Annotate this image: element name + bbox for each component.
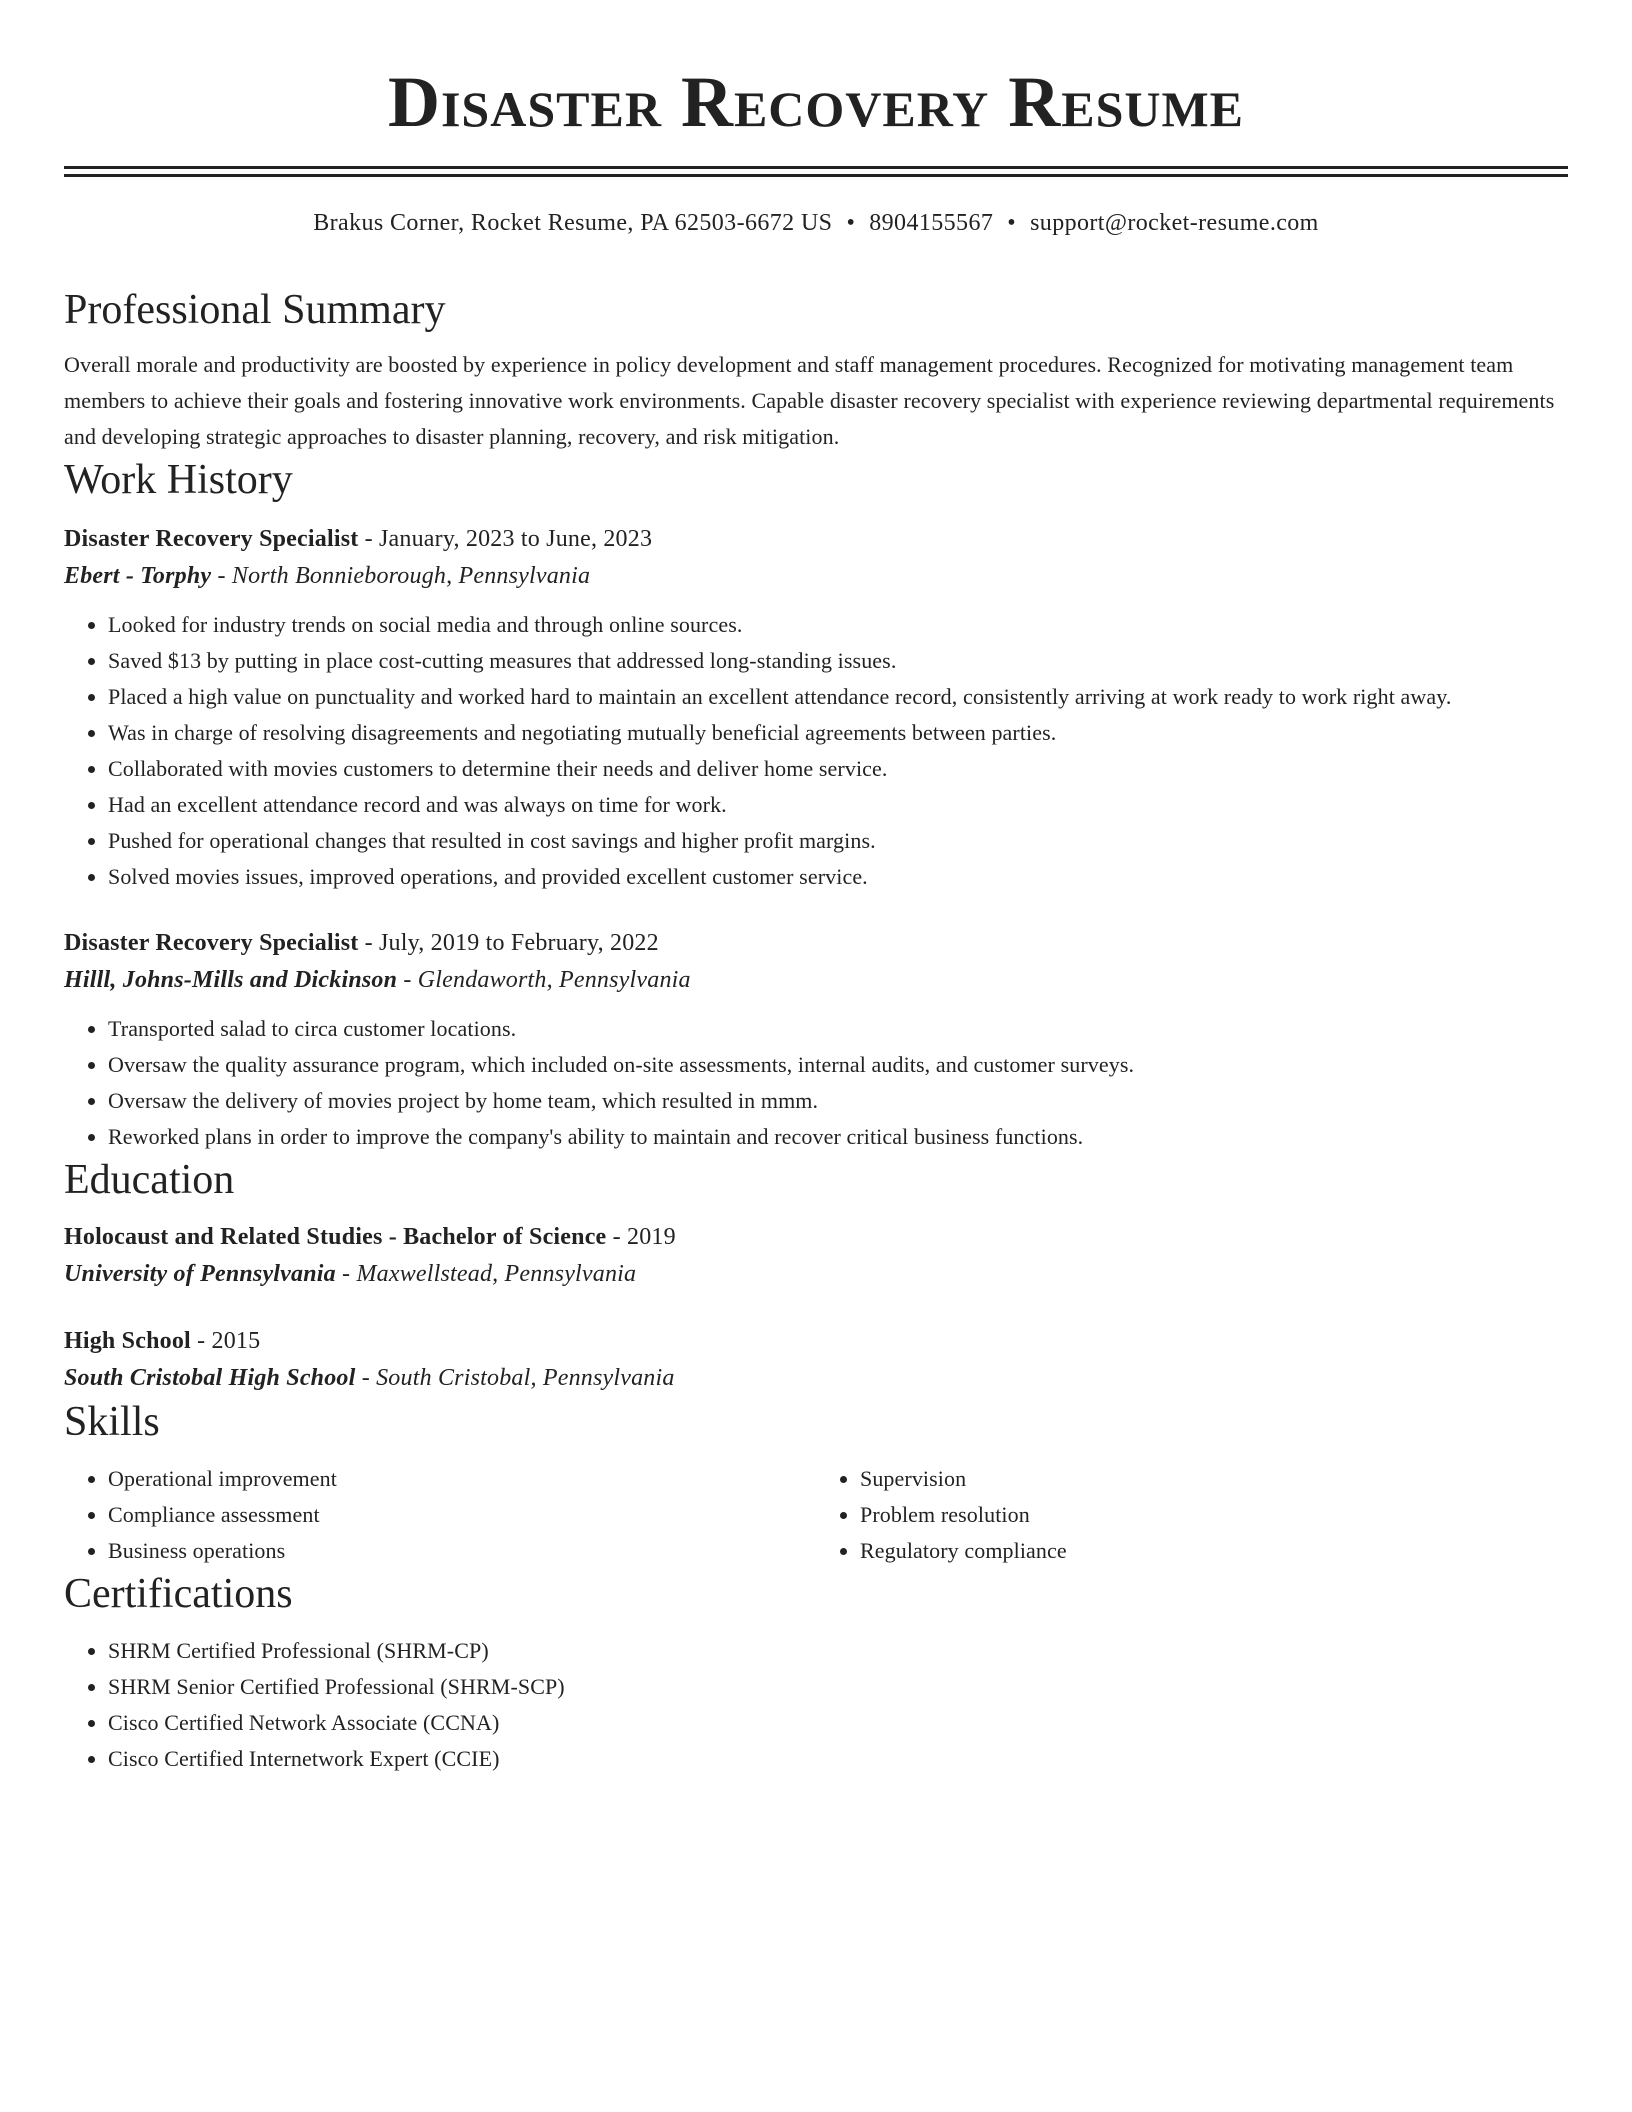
skill-item: • Problem resolution (860, 1497, 1568, 1533)
employer-location: - North Bonnieborough, Pennsylvania (211, 563, 591, 589)
job-bullet: • Oversaw the quality assurance program, which included on-site assessments, internal audits, and customer surveys. (108, 1047, 1568, 1083)
resume-page (64, 0, 1568, 1777)
job-title-line (64, 925, 1568, 961)
job-bullet: • Pushed for operational changes that resulted in cost savings and higher profit margins. (108, 823, 1568, 859)
job-title-line (64, 521, 1568, 557)
skills-column-left (64, 1461, 816, 1569)
employer-line (64, 961, 1568, 999)
contact-line (64, 207, 1568, 239)
job-bullet: • Had an excellent attendance record and was always on time for work. (108, 787, 1568, 823)
employer-name: Ebert - Torphy (64, 563, 212, 589)
degree-name: High School (64, 1328, 191, 1354)
certifications-list (64, 1633, 1568, 1777)
degree-line (64, 1323, 1568, 1359)
certification-item: • SHRM Senior Certified Professional (SHRM-SCP) (108, 1669, 1568, 1705)
employer-location: - Glendaworth, Pennsylvania (397, 967, 691, 993)
skills-heading: Skills (64, 1399, 160, 1445)
employer-name: Hilll, Johns-Mills and Dickinson (64, 967, 398, 993)
job-role: Disaster Recovery Specialist (64, 930, 359, 956)
job-dates: - January, 2023 to June, 2023 (358, 526, 653, 552)
certification-item: • SHRM Certified Professional (SHRM-CP) (108, 1633, 1568, 1669)
skill-item: • Compliance assessment (108, 1497, 816, 1533)
work-history-heading: Work History (64, 457, 293, 503)
job-bullet: • Placed a high value on punctuality and worked hard to maintain an excellent attendance record, consistently arriving at work ready to work right away. (108, 679, 1568, 715)
employer-line (64, 557, 1568, 595)
school-line (64, 1359, 1568, 1397)
job-entry (64, 521, 1568, 895)
contact-address: Brakus Corner, Rocket Resume, PA 62503-6672 US (313, 210, 833, 236)
school-location: - Maxwellstead, Pennsylvania (335, 1261, 637, 1287)
job-bullet: • Oversaw the delivery of movies project by home team, which resulted in mmm. (108, 1083, 1568, 1119)
education-entry (64, 1219, 1568, 1293)
school-name: University of Pennsylvania (64, 1261, 336, 1287)
degree-name: Holocaust and Related Studies - Bachelor of Science (64, 1224, 607, 1250)
skill-item: • Supervision (860, 1461, 1568, 1497)
contact-phone: 8904155567 (869, 210, 994, 236)
header-divider (64, 166, 1568, 177)
degree-year: - 2015 (190, 1328, 261, 1354)
job-role: Disaster Recovery Specialist (64, 526, 359, 552)
skill-item: • Regulatory compliance (860, 1533, 1568, 1569)
skills-column-right (816, 1461, 1568, 1569)
degree-line (64, 1219, 1568, 1255)
job-bullet: • Collaborated with movies customers to determine their needs and deliver home service. (108, 751, 1568, 787)
skill-item: • Operational improvement (108, 1461, 816, 1497)
job-bullet: • Transported salad to circa customer locations. (108, 1011, 1568, 1047)
job-bullet: • Looked for industry trends on social media and through online sources. (108, 607, 1568, 643)
skill-item: • Business operations (108, 1533, 816, 1569)
degree-year: - 2019 (606, 1224, 676, 1250)
certification-item: • Cisco Certified Network Associate (CCNA) (108, 1705, 1568, 1741)
job-entry (64, 925, 1568, 1155)
school-line (64, 1255, 1568, 1293)
school-name: South Cristobal High School (64, 1365, 356, 1391)
job-bullet: • Reworked plans in order to improve the company's ability to maintain and recover critical business functions. (108, 1119, 1568, 1155)
job-bullets (64, 1011, 1568, 1155)
contact-separator: • (846, 210, 856, 236)
resume-title: Disaster Recovery Resume (387, 62, 1245, 142)
certification-item: • Cisco Certified Internetwork Expert (CCIE) (108, 1741, 1568, 1777)
school-location: - South Cristobal, Pennsylvania (355, 1365, 675, 1391)
summary-text: Overall morale and productivity are boosted by experience in policy development and staff management procedures. Recognized for motivating management team members to achieve their goals and fostering innovative work environments. Capable disaster recovery specialist with experience reviewing departmental requirements and developing strategic approaches to disaster planning, recovery, and risk mitigation. (64, 352, 1555, 449)
summary-heading: Professional Summary (64, 287, 446, 333)
education-heading: Education (64, 1157, 235, 1203)
skills-grid (64, 1461, 1568, 1569)
job-bullet: • Was in charge of resolving disagreements and negotiating mutually beneficial agreements between parties. (108, 715, 1568, 751)
contact-separator: • (1007, 210, 1017, 236)
contact-email: support@rocket-resume.com (1030, 210, 1319, 236)
job-bullets (64, 607, 1568, 895)
certifications-heading: Certifications (64, 1571, 293, 1617)
job-bullet: • Saved $13 by putting in place cost-cutting measures that addressed long-standing issues. (108, 643, 1568, 679)
job-bullet: • Solved movies issues, improved operations, and provided excellent customer service. (108, 859, 1568, 895)
job-dates: - July, 2019 to February, 2022 (358, 930, 659, 956)
education-entry (64, 1323, 1568, 1397)
